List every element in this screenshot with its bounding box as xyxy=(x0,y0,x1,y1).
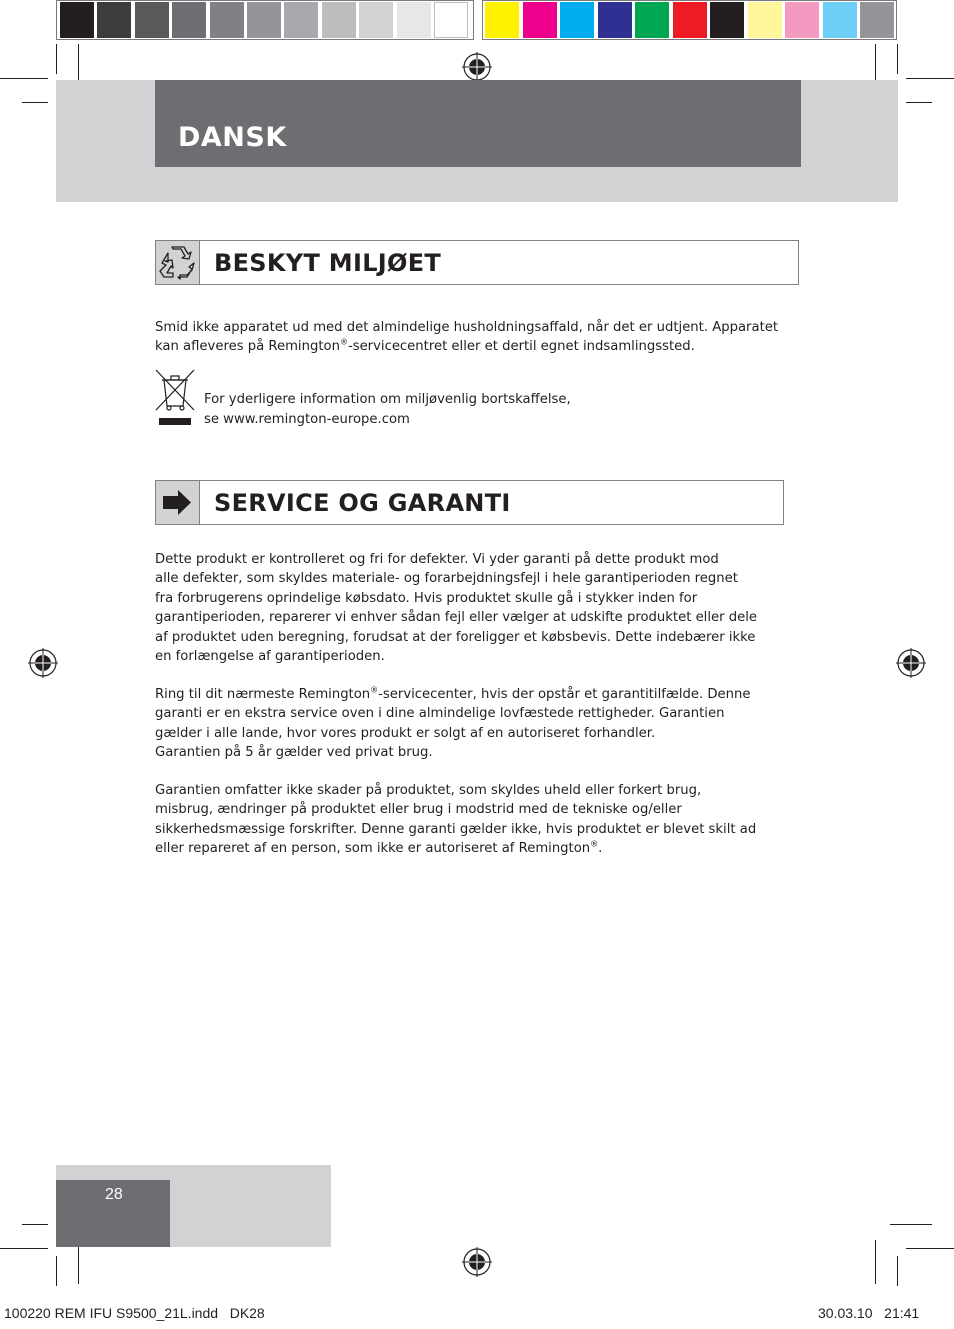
crop-mark xyxy=(0,1248,48,1249)
section-title: SERVICE OG GARANTI xyxy=(214,489,511,517)
crop-mark xyxy=(906,102,932,103)
crop-mark xyxy=(897,1256,898,1286)
section-environment-heading xyxy=(155,240,799,285)
text-line: Smid ikke apparatet ud med det almindelige husholdningsaffald, når det er udtjent. Apparatet xyxy=(155,320,779,335)
crop-mark xyxy=(875,1240,876,1284)
registered-mark: ® xyxy=(590,839,599,849)
crop-mark xyxy=(22,1224,48,1225)
color-swatch xyxy=(710,2,744,38)
text-line: gælder i alle lande, hvor vores produkt er solgt af en autoriseret forhandler. xyxy=(155,725,656,741)
crop-mark xyxy=(906,78,954,79)
text-line: fra forbrugerens oprindelige købsdato. Hvis produktet skulle gå i stykker inden for xyxy=(155,590,698,606)
crop-mark xyxy=(56,44,57,74)
text-line: garantiperioden, reparerer vi enhver sådan fejl eller vælger at udskifte produktet eller dele xyxy=(155,610,757,626)
text-line: Ring til dit nærmeste Remington xyxy=(155,687,371,702)
registration-mark-icon xyxy=(896,648,926,678)
gray-swatch xyxy=(397,2,431,38)
text-line: en forlængelse af garantiperioden. xyxy=(155,649,385,665)
registration-mark-icon xyxy=(28,648,58,678)
color-swatch xyxy=(748,2,782,38)
text-line: sikkerhedsmæssige forskrifter. Denne garanti gælder ikke, hvis produktet er blevet skilt ad xyxy=(155,821,757,837)
warranty-paragraph-3 xyxy=(155,781,795,859)
text-line: -servicecenter, hvis der opstår et garantitilfælde. Denne xyxy=(378,687,751,702)
text-line: Dette produkt er kontrolleret og fri for defekter. Vi yder garanti på dette produkt mod xyxy=(155,552,719,567)
environment-note xyxy=(204,390,571,429)
color-swatch xyxy=(635,2,669,38)
text-line: alle defekter, som skyldes materiale- og forarbejdningsfejl i hele garantiperioden regnet xyxy=(155,571,738,587)
registered-mark: ® xyxy=(339,338,348,348)
gray-swatch xyxy=(135,2,169,38)
crop-mark xyxy=(897,44,898,74)
text-line: eller repareret af en person, som ikke er autoriseret af Remington xyxy=(155,841,591,857)
note-line: For yderligere information om miljøvenlig bortskaffelse, xyxy=(204,392,571,407)
text-line: kan afleveres på Remington xyxy=(155,339,340,355)
arrow-right-icon xyxy=(156,481,200,524)
color-swatch xyxy=(598,2,632,38)
text-line: af produktet uden beregning, forudsat at der foreligger et købsbevis. Dette indebærer ikke xyxy=(155,629,756,645)
text-line: -servicecentret eller et dertil egnet indsamlingssted. xyxy=(347,339,695,355)
text-line: . xyxy=(598,841,603,857)
environment-paragraph xyxy=(155,318,795,357)
slug-file-info: 100220 REM IFU S9500_21L.indd DK28 xyxy=(4,1305,265,1321)
website-link[interactable]: se www.remington-europe.com xyxy=(204,411,410,427)
gray-swatch xyxy=(247,2,281,38)
color-swatch xyxy=(485,2,519,38)
color-swatch xyxy=(860,2,894,38)
color-swatch xyxy=(560,2,594,38)
text-line: misbrug, ændringer på produktet eller brug i modstrid med de tekniske og/eller xyxy=(155,802,682,818)
registration-mark-icon xyxy=(462,52,492,82)
crop-mark xyxy=(22,102,48,103)
color-swatch xyxy=(523,2,557,38)
gray-swatch xyxy=(434,2,468,38)
warranty-paragraph-2 xyxy=(155,685,795,763)
crop-mark xyxy=(0,78,48,79)
text-line: Garantien omfatter ikke skader på produktet, som skyldes uheld eller forkert brug, xyxy=(155,783,702,798)
crop-mark xyxy=(56,1256,57,1286)
gray-swatch xyxy=(97,2,131,38)
section-warranty-heading xyxy=(155,480,784,525)
gray-swatch xyxy=(172,2,206,38)
text-line: garanti er en ekstra service oven i dine almindelige lovfæstede rettigheder. Garantien xyxy=(155,706,725,722)
crossed-out-bin-icon xyxy=(154,368,196,428)
recycle-icon xyxy=(156,241,200,284)
crop-mark xyxy=(890,1224,932,1225)
gray-swatch xyxy=(284,2,318,38)
color-swatch xyxy=(785,2,819,38)
page-title: DANSK xyxy=(178,122,287,153)
page-number: 28 xyxy=(105,1186,123,1203)
color-swatch xyxy=(673,2,707,38)
gray-swatch xyxy=(359,2,393,38)
color-swatch xyxy=(823,2,857,38)
gray-swatch xyxy=(210,2,244,38)
registration-mark-icon xyxy=(462,1247,492,1277)
crop-mark xyxy=(906,1248,954,1249)
gray-swatch xyxy=(60,2,94,38)
registered-mark: ® xyxy=(370,685,379,695)
text-line: Garantien på 5 år gælder ved privat brug. xyxy=(155,745,433,761)
section-title: BESKYT MILJØET xyxy=(214,249,442,277)
gray-swatch xyxy=(322,2,356,38)
warranty-paragraph-1 xyxy=(155,550,795,666)
slug-date-time: 30.03.10 21:41 xyxy=(818,1305,920,1321)
